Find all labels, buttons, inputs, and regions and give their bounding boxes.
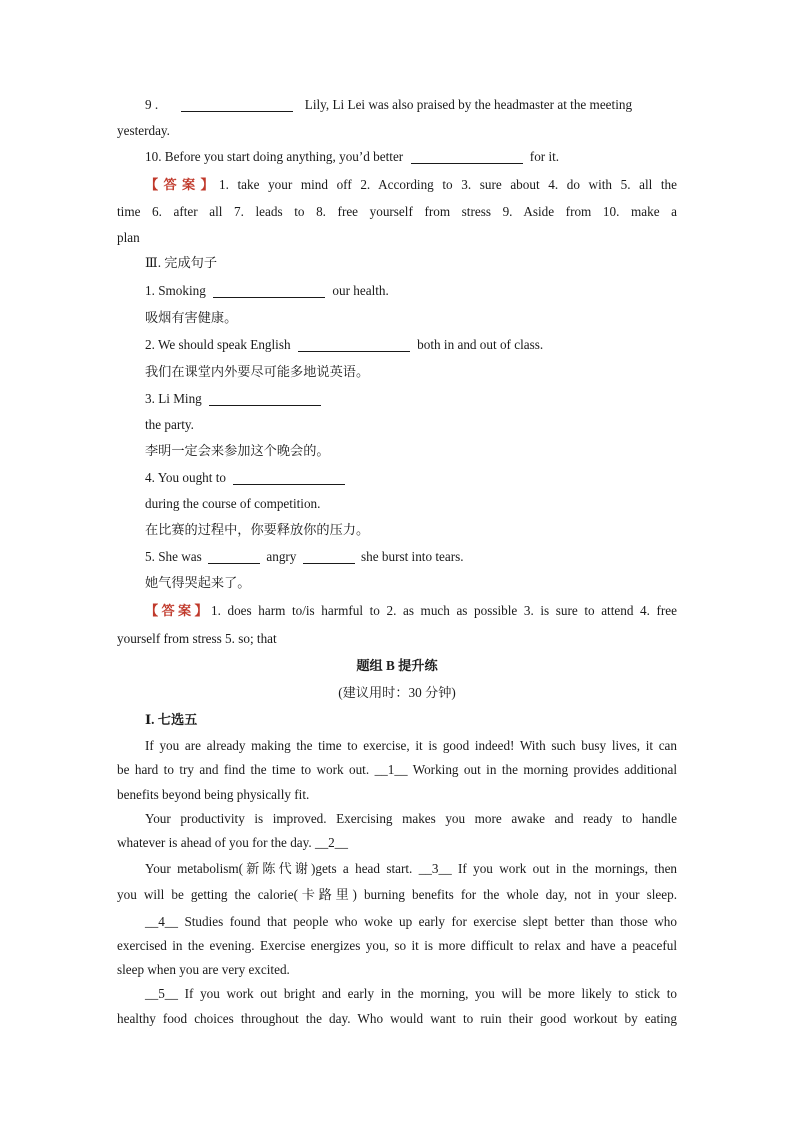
question-10-line: 10. Before you start doing anything, you’d better for it. [145, 149, 560, 164]
sentence-3-cont: the party. [145, 417, 194, 432]
section-heading: Ⅰ. 七选五 [145, 712, 198, 727]
passage-p4-cont: exercised in the evening. Exercise energizes you, so it is more difficult to relax and have a peaceful [117, 938, 677, 953]
answer-label: 【答案】 [145, 603, 211, 618]
answer-blank [233, 470, 345, 485]
passage-p4: __4__ Studies found that people who woke up early for exercise slept better than those who [145, 914, 677, 929]
suggested-time: (建议用时：30 分钟) [338, 685, 456, 700]
gap-5: __5__ [145, 986, 178, 1001]
gap-2: __2__ [314, 835, 348, 850]
sentence-4-cont: during the course of competition. [145, 496, 321, 511]
sentence-2-chinese: 我们在课堂内外要尽可能多地说英语。 [145, 364, 370, 379]
answer-blank [411, 149, 523, 164]
passage-p1: If you are already making the time to exercise, it is good indeed! With such busy lives, it can [145, 738, 677, 753]
answer-label: 【答案】 [145, 177, 220, 192]
sentence-5-chinese: 她气得哭起来了。 [145, 575, 251, 590]
q9-text-cont: yesterday. [117, 123, 170, 138]
answer-blank [208, 549, 260, 564]
answer-key-1-end: plan [117, 230, 140, 245]
sentence-1-chinese: 吸烟有害健康。 [145, 310, 238, 325]
sentence-4-chinese: 在比赛的过程中，你要释放你的压力。 [145, 522, 370, 537]
sentence-5: 5. She was angry she burst into tears. [145, 549, 464, 564]
gap-4: __4__ [145, 914, 178, 929]
passage-p5: __5__ If you work out bright and early in the morning, you will be more likely to stick to [145, 986, 677, 1001]
gap-3: __3__ [418, 861, 452, 876]
question-9-line [145, 96, 677, 114]
answer-blank [209, 391, 321, 406]
answer-blank [303, 549, 355, 564]
answer-blank [213, 283, 325, 298]
passage-p3-cont: you will be getting the calorie(卡路里) burning benefits for the whole day, not in your sleep. [117, 887, 677, 902]
passage-p4-end: sleep when you are very excited. [117, 962, 290, 977]
answer-blank [181, 97, 293, 112]
gap-1: __1__ [374, 762, 408, 777]
sentence-1: 1. Smoking our health. [145, 283, 389, 298]
passage-p3: Your metabolism(新陈代谢)gets a head start. __3__ If you work out in the mornings, then [145, 861, 678, 876]
sentence-3: 3. Li Ming [145, 390, 677, 408]
passage-p1-cont: be hard to try and find the time to work out. __1__ Working out in the morning provides additional [117, 762, 677, 777]
passage-p5-cont: healthy food choices throughout the day. Who would want to ruin their good workout by eating [117, 1011, 677, 1026]
passage-p1-end: benefits beyond being physically fit. [117, 787, 310, 802]
sentence-2: 2. We should speak English both in and out of class. [145, 337, 544, 352]
answer-key-2-cont: yourself from stress 5. so; that [117, 631, 277, 646]
answer-blank [298, 337, 410, 352]
answer-key-1: 【答案】1. take your mind off 2. According to 3. sure about 4. do with 5. all the [145, 177, 677, 192]
q9-text: Lily, Li Lei was also praised by the headmaster at the meeting [304, 97, 633, 112]
q9-number: 9 . [145, 97, 159, 112]
answer-key-2: 【答案】1. does harm to/is harmful to 2. as much as possible 3. is sure to attend 4. free [145, 603, 678, 618]
sentence-4: 4. You ought to [145, 469, 677, 487]
sentence-3-chinese: 李明一定会来参加这个晚会的。 [145, 443, 330, 458]
section-heading: Ⅲ. 完成句子 [145, 255, 218, 270]
passage-p2: Your productivity is improved. Exercising makes you more awake and ready to handle [145, 811, 677, 826]
passage-p2-cont: whatever is ahead of you for the day. __2__ [117, 835, 348, 850]
answer-key-1-cont: time 6. after all 7. leads to 8. free yourself from stress 9. Aside from 10. make a [117, 204, 677, 219]
group-heading: 题组 B 提升练 [356, 658, 438, 673]
